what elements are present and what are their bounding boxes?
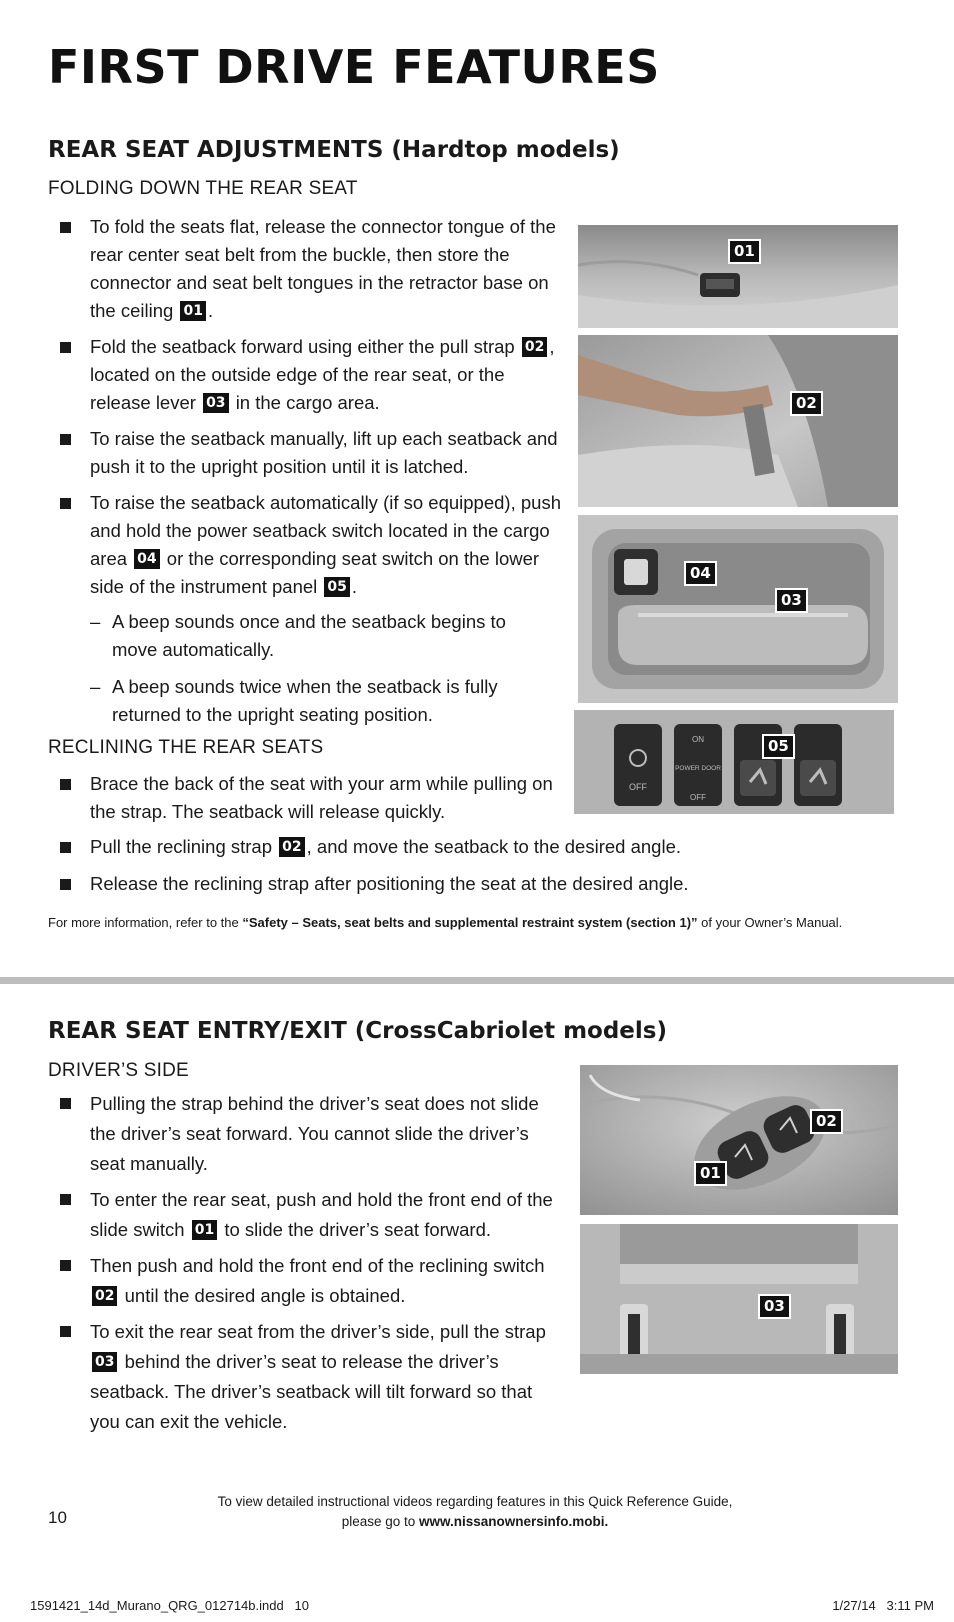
list-item: Release the reclining strap after positioning the seat at the desired angle. <box>60 870 860 898</box>
callout-tag: 02 <box>810 1109 843 1134</box>
subheading-folding-down: FOLDING DOWN THE REAR SEAT <box>48 178 358 199</box>
callout-tag: 01 <box>728 239 761 264</box>
owners-info-link[interactable]: www.nissanownersinfo.mobi. <box>419 1514 609 1529</box>
page-number: 10 <box>48 1508 67 1527</box>
callout-tag: 03 <box>758 1294 791 1319</box>
cargo-release-lever-photo <box>578 515 898 703</box>
callout-tag: 02 <box>279 837 304 857</box>
date-slug: 1/27/14 3:11 PM <box>832 1598 934 1613</box>
callout-tag: 02 <box>522 337 547 357</box>
list-item: To enter the rear seat, push and hold the front end of the slide switch 01 to slide the driver’s seat forward. <box>60 1185 565 1245</box>
subheading-reclining: RECLINING THE REAR SEATS <box>48 737 324 758</box>
callout-tag: 01 <box>180 301 205 321</box>
bullet-square-icon <box>60 779 71 790</box>
dash-item: – A beep sounds twice when the seatback is fully returned to the upright seating position. <box>90 676 498 725</box>
bullet-square-icon <box>60 1194 71 1205</box>
bullet-square-icon <box>60 498 71 509</box>
callout-tag: 01 <box>694 1161 727 1186</box>
callout-tag: 04 <box>684 561 717 586</box>
bullet-square-icon <box>60 434 71 445</box>
list-item: To exit the rear seat from the driver’s side, pull the strap 03 behind the driver’s seat to release the driver’s seatback. The driver’s seatback will tilt forward so that you can exit the vehicle. <box>60 1317 565 1437</box>
callout-tag: 05 <box>324 577 349 597</box>
bullet-square-icon <box>60 1326 71 1337</box>
switch-label-off: OFF <box>629 782 647 792</box>
list-item: To fold the seats flat, release the connector tongue of the rear center seat belt from the buckle, then store the connector and seat belt tongues in the retractor base on the ceiling 01 . <box>60 213 560 325</box>
callout-tag: 03 <box>92 1352 117 1372</box>
seatback-strap-photo <box>580 1224 898 1374</box>
list-item: To raise the seatback manually, lift up each seatback and push it to the upright position until it is latched. <box>60 425 560 481</box>
pull-strap-photo <box>578 335 898 507</box>
seat-switch-photo <box>580 1065 898 1215</box>
section-title-rear-seat-adjustments: REAR SEAT ADJUSTMENTS (Hardtop models) <box>48 137 620 163</box>
bullet-square-icon <box>60 342 71 353</box>
callout-tag: 03 <box>775 588 808 613</box>
reference-note: For more information, refer to the “Safety – Seats, seat belts and supplemental restraint system (section 1)” of your Owner’s Manual. <box>48 915 843 930</box>
footer-note: To view detailed instructional videos regarding features in this Quick Reference Guide, please go to www.nissanownersinfo.mobi. <box>217 1494 733 1529</box>
instrument-panel-switches-photo <box>574 710 894 814</box>
page-title: FIRST DRIVE FEATURES <box>48 40 660 94</box>
list-item: Pull the reclining strap 02 , and move the seatback to the desired angle. <box>60 833 860 861</box>
subheading-drivers-side: DRIVER’S SIDE <box>48 1060 189 1081</box>
list-item: Brace the back of the seat with your arm while pulling on the strap. The seatback will release quickly. <box>60 770 565 826</box>
bullet-square-icon <box>60 879 71 890</box>
section-divider <box>0 977 954 984</box>
callout-tag: 02 <box>790 391 823 416</box>
callout-tag: 03 <box>203 393 228 413</box>
bullet-square-icon <box>60 1098 71 1109</box>
list-item: Then push and hold the front end of the reclining switch 02 until the desired angle is obtained. <box>60 1251 565 1311</box>
callout-tag: 01 <box>192 1220 217 1240</box>
file-slug: 1591421_14d_Murano_QRG_012714b.indd 10 <box>30 1598 310 1613</box>
callout-tag: 05 <box>762 734 795 759</box>
section-title-rear-seat-entry-exit: REAR SEAT ENTRY/EXIT (CrossCabriolet models) <box>48 1018 667 1044</box>
dash-item: – A beep sounds once and the seatback begins to move automatically. <box>90 611 506 660</box>
switch-label-power-door: POWER DOOR <box>675 765 721 772</box>
bullet-square-icon <box>60 222 71 233</box>
bullet-square-icon <box>60 842 71 853</box>
ceiling-retractor-photo <box>578 225 898 328</box>
switch-label-on: ON <box>692 735 704 744</box>
list-item: To raise the seatback automatically (if so equipped), push and hold the power seatback switch located in the cargo area 04 or the corresponding seat switch on the lower side of the instrument panel 05 . <box>60 489 565 601</box>
bullet-square-icon <box>60 1260 71 1271</box>
list-item: Pulling the strap behind the driver’s seat does not slide the driver’s seat forward. You cannot slide the driver’s seat manually. <box>60 1089 565 1179</box>
switch-label-off: OFF <box>690 793 706 802</box>
list-item: Fold the seatback forward using either the pull strap 02 , located on the outside edge of the rear seat, or the release lever 03 in the cargo area. <box>60 333 560 417</box>
callout-tag: 02 <box>92 1286 117 1306</box>
callout-tag: 04 <box>134 549 159 569</box>
